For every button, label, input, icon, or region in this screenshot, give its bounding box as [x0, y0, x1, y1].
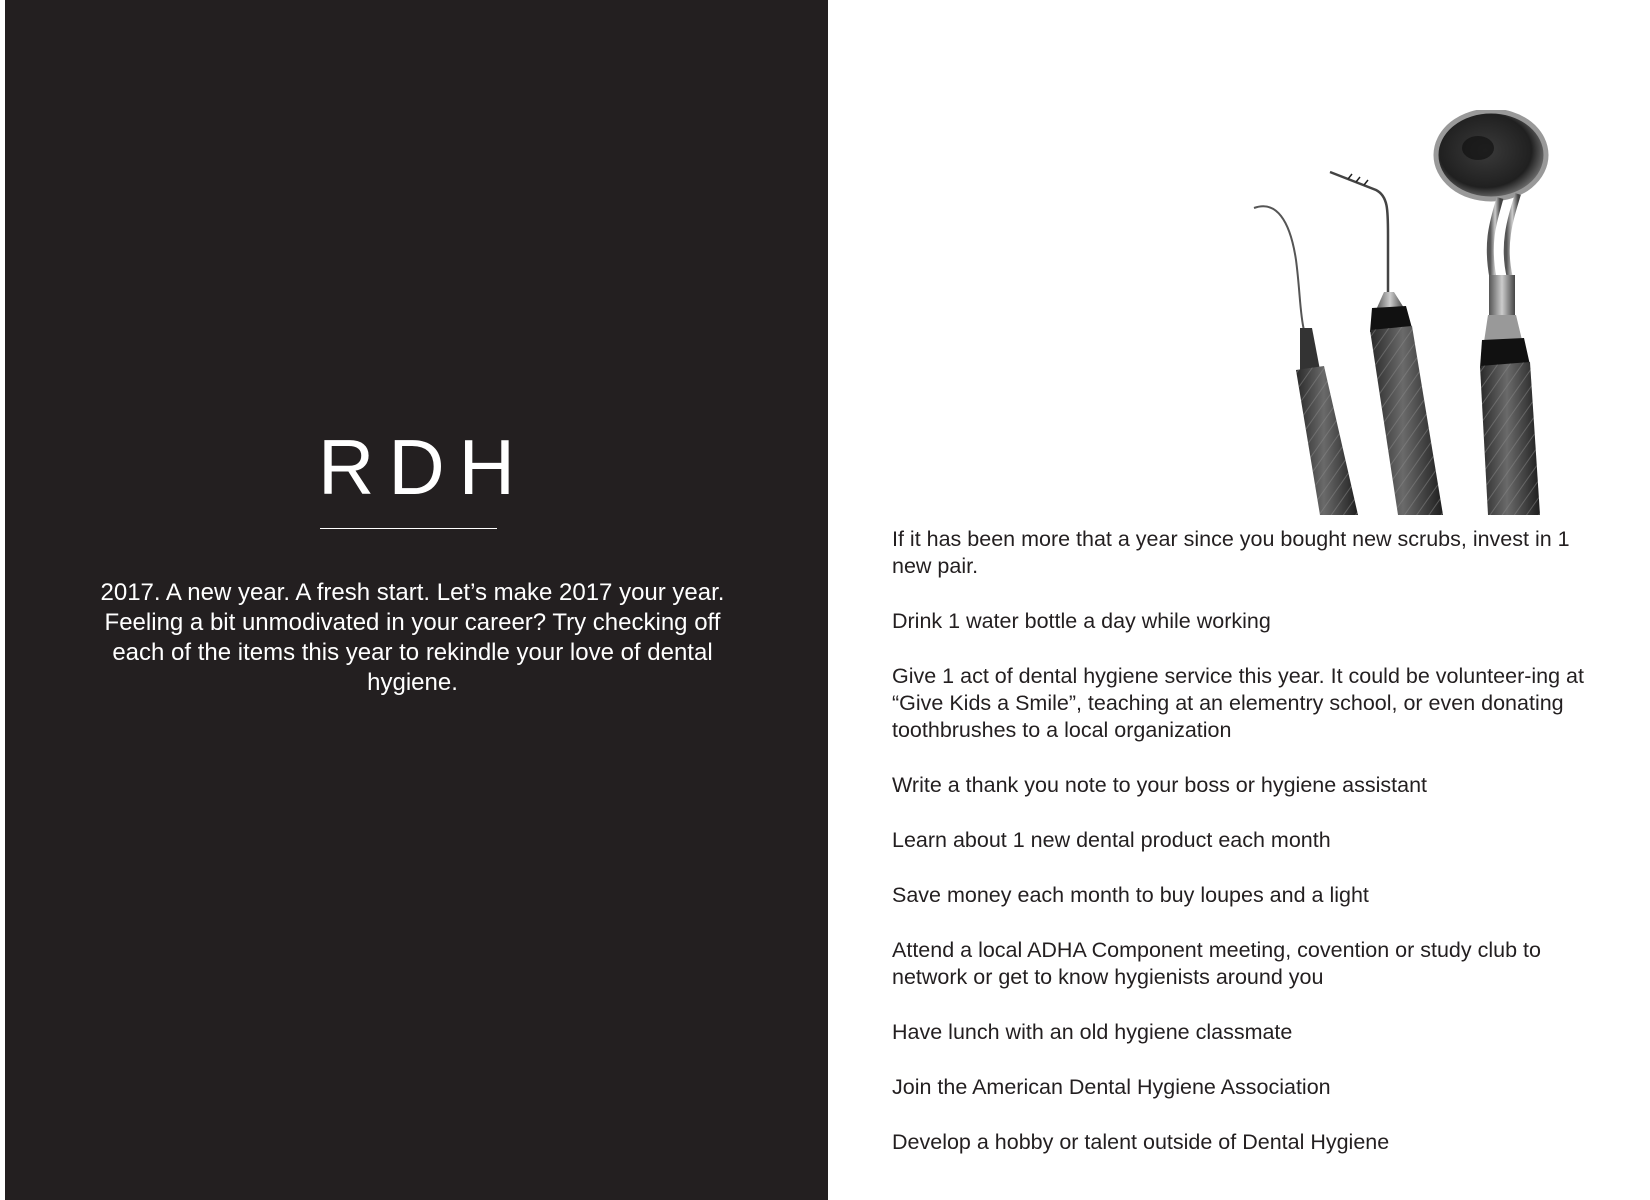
resolution-checklist	[892, 526, 1592, 1184]
list-item: Write a thank you note to your boss or hygiene assistant	[892, 773, 1428, 797]
list-item: Give 1 act of dental hygiene service this year. It could be volunteer-ing at “Give Kids a Smile”, teaching at an elementry school, or even donating toothbrushes to a local organization	[892, 664, 1584, 742]
list-item: Save money each month to buy loupes and a light	[892, 883, 1369, 907]
intro-paragraph: 2017. A new year. A fresh start. Let’s make 2017 your year. Feeling a bit unmodivated in your career? Try checking off each of the items this year to rekindle your love of dental hygiene.	[100, 579, 725, 696]
list-item: Learn about 1 new dental product each month	[892, 828, 1331, 852]
title-divider	[320, 528, 497, 529]
mirror-instrument	[1436, 111, 1546, 515]
list-item: Develop a hobby or talent outside of Dental Hygiene	[892, 1130, 1390, 1154]
list-item: If it has been more that a year since you bought new scrubs, invest in 1 new pair.	[892, 527, 1570, 578]
list-item: Join the American Dental Hygiene Association	[892, 1075, 1331, 1099]
page-title: RDH	[318, 423, 529, 511]
right-panel	[828, 0, 1650, 1200]
list-item: Attend a local ADHA Component meeting, covention or study club to network or get to know hygienists around you	[892, 938, 1541, 989]
list-item: Have lunch with an old hygiene classmate	[892, 1020, 1293, 1044]
explorer-instrument	[1254, 206, 1358, 515]
left-panel	[5, 0, 828, 1200]
list-item: Drink 1 water bottle a day while working	[892, 609, 1271, 633]
probe-instrument	[1330, 172, 1443, 515]
dental-instruments-image	[1248, 110, 1618, 515]
